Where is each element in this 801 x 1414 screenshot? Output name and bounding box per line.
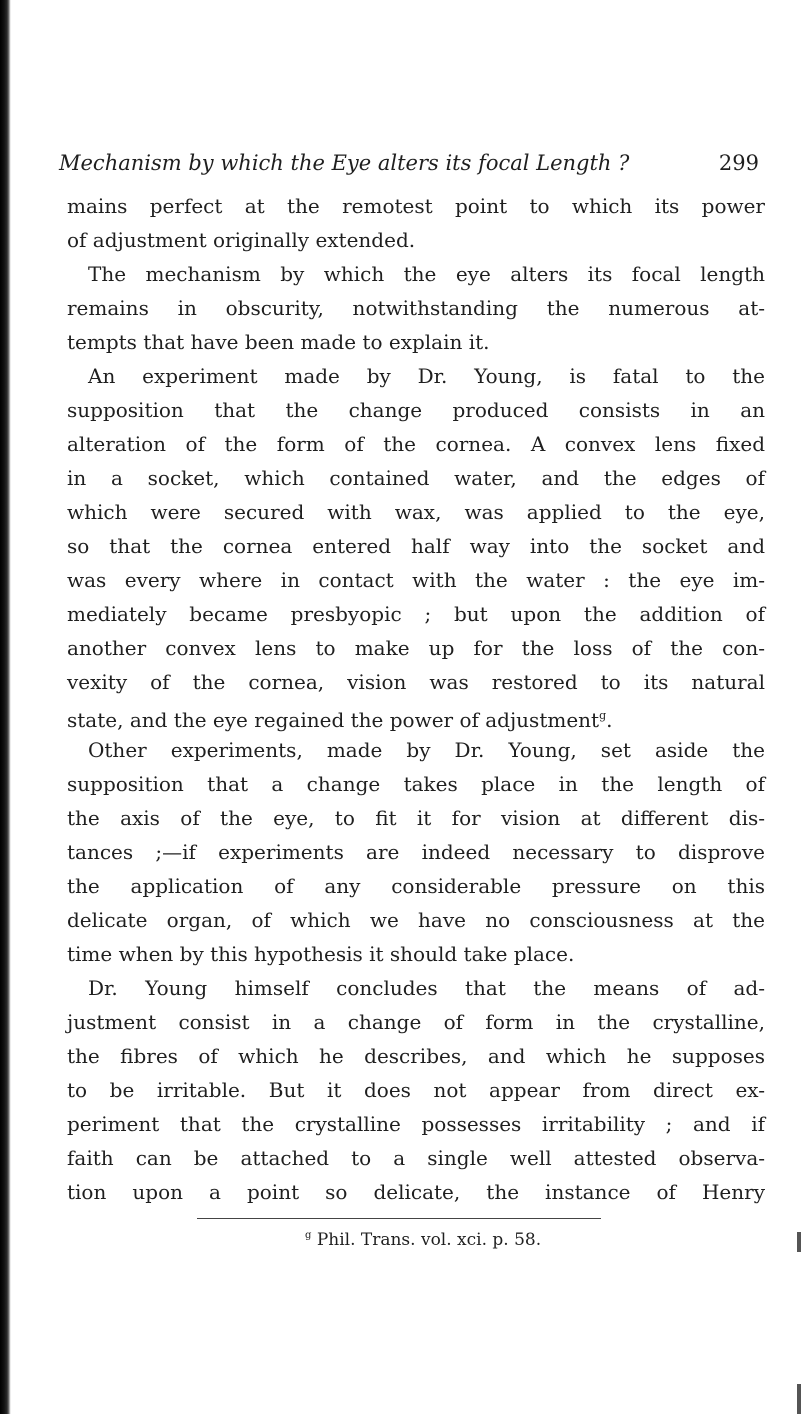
text-line: tances ;—if experiments are indeed necessary to disprove [67, 840, 765, 864]
text-line: in a socket, which contained water, and the edges of [67, 466, 765, 490]
footnote-marker: g [305, 1230, 312, 1241]
edge-mark [797, 1384, 801, 1414]
text-line-content: state, and the eye regained the power of adjustment [67, 708, 600, 732]
text-line: mediately became presbyopic ; but upon the addition of [67, 602, 765, 626]
text-line: the application of any considerable pressure on this [67, 874, 765, 898]
footnote [305, 1224, 541, 1252]
text-line: faith can be attached to a single well attested observa- [67, 1146, 765, 1170]
text-line: to be irritable. But it does not appear from direct ex- [67, 1078, 765, 1102]
text-line: mains perfect at the remotest point to which its power [67, 194, 765, 218]
page-number: 299 [718, 151, 759, 175]
text-line: tempts that have been made to explain it. [67, 330, 490, 354]
edge-mark [797, 1232, 801, 1252]
text-line: alteration of the form of the cornea. A convex lens fixed [67, 432, 765, 456]
text-line: state, and the eye regained the power of adjustment$^g$. [67, 708, 613, 732]
running-title: Mechanism by which the Eye alters its focal Length ? [59, 151, 630, 175]
text-line: of adjustment originally extended. [67, 228, 416, 252]
text-line: supposition that a change takes place in the length of [67, 772, 765, 796]
text-line: remains in obscurity, notwithstanding the numerous at- [67, 296, 765, 320]
text-line: so that the cornea entered half way into the socket and [67, 534, 765, 558]
text-line: An experiment made by Dr. Young, is fatal to the [88, 364, 765, 388]
footnote-reference: g [599, 709, 607, 722]
text-line: the fibres of which he describes, and which he supposes [67, 1044, 765, 1068]
text-line: periment that the crystalline possesses irritability ; and if [67, 1112, 765, 1136]
text-line: time when by this hypothesis it should take place. [67, 942, 575, 966]
text-line: was every where in contact with the water : the eye im- [67, 568, 765, 592]
text-line: delicate organ, of which we have no consciousness at the [67, 908, 765, 932]
binding-edge [0, 0, 11, 1414]
text-line: Dr. Young himself concludes that the means of ad- [88, 976, 765, 1000]
footnote-rule [197, 1218, 601, 1219]
text-line: the axis of the eye, to fit it for vision at different dis- [67, 806, 765, 830]
text-line: tion upon a point so delicate, the instance of Henry [67, 1180, 765, 1204]
text-line: vexity of the cornea, vision was restored to its natural [67, 670, 765, 694]
text-line: justment consist in a change of form in the crystalline, [67, 1010, 765, 1034]
text-line: which were secured with wax, was applied to the eye, [67, 500, 765, 524]
text-line: Other experiments, made by Dr. Young, set aside the [88, 738, 765, 762]
text-line: supposition that the change produced consists in an [67, 398, 765, 422]
text-line: another convex lens to make up for the loss of the con- [67, 636, 765, 660]
running-head [59, 149, 759, 177]
footnote-text: Phil. Trans. vol. xci. p. 58. [316, 1230, 542, 1250]
text-line: The mechanism by which the eye alters its focal length [88, 262, 765, 286]
